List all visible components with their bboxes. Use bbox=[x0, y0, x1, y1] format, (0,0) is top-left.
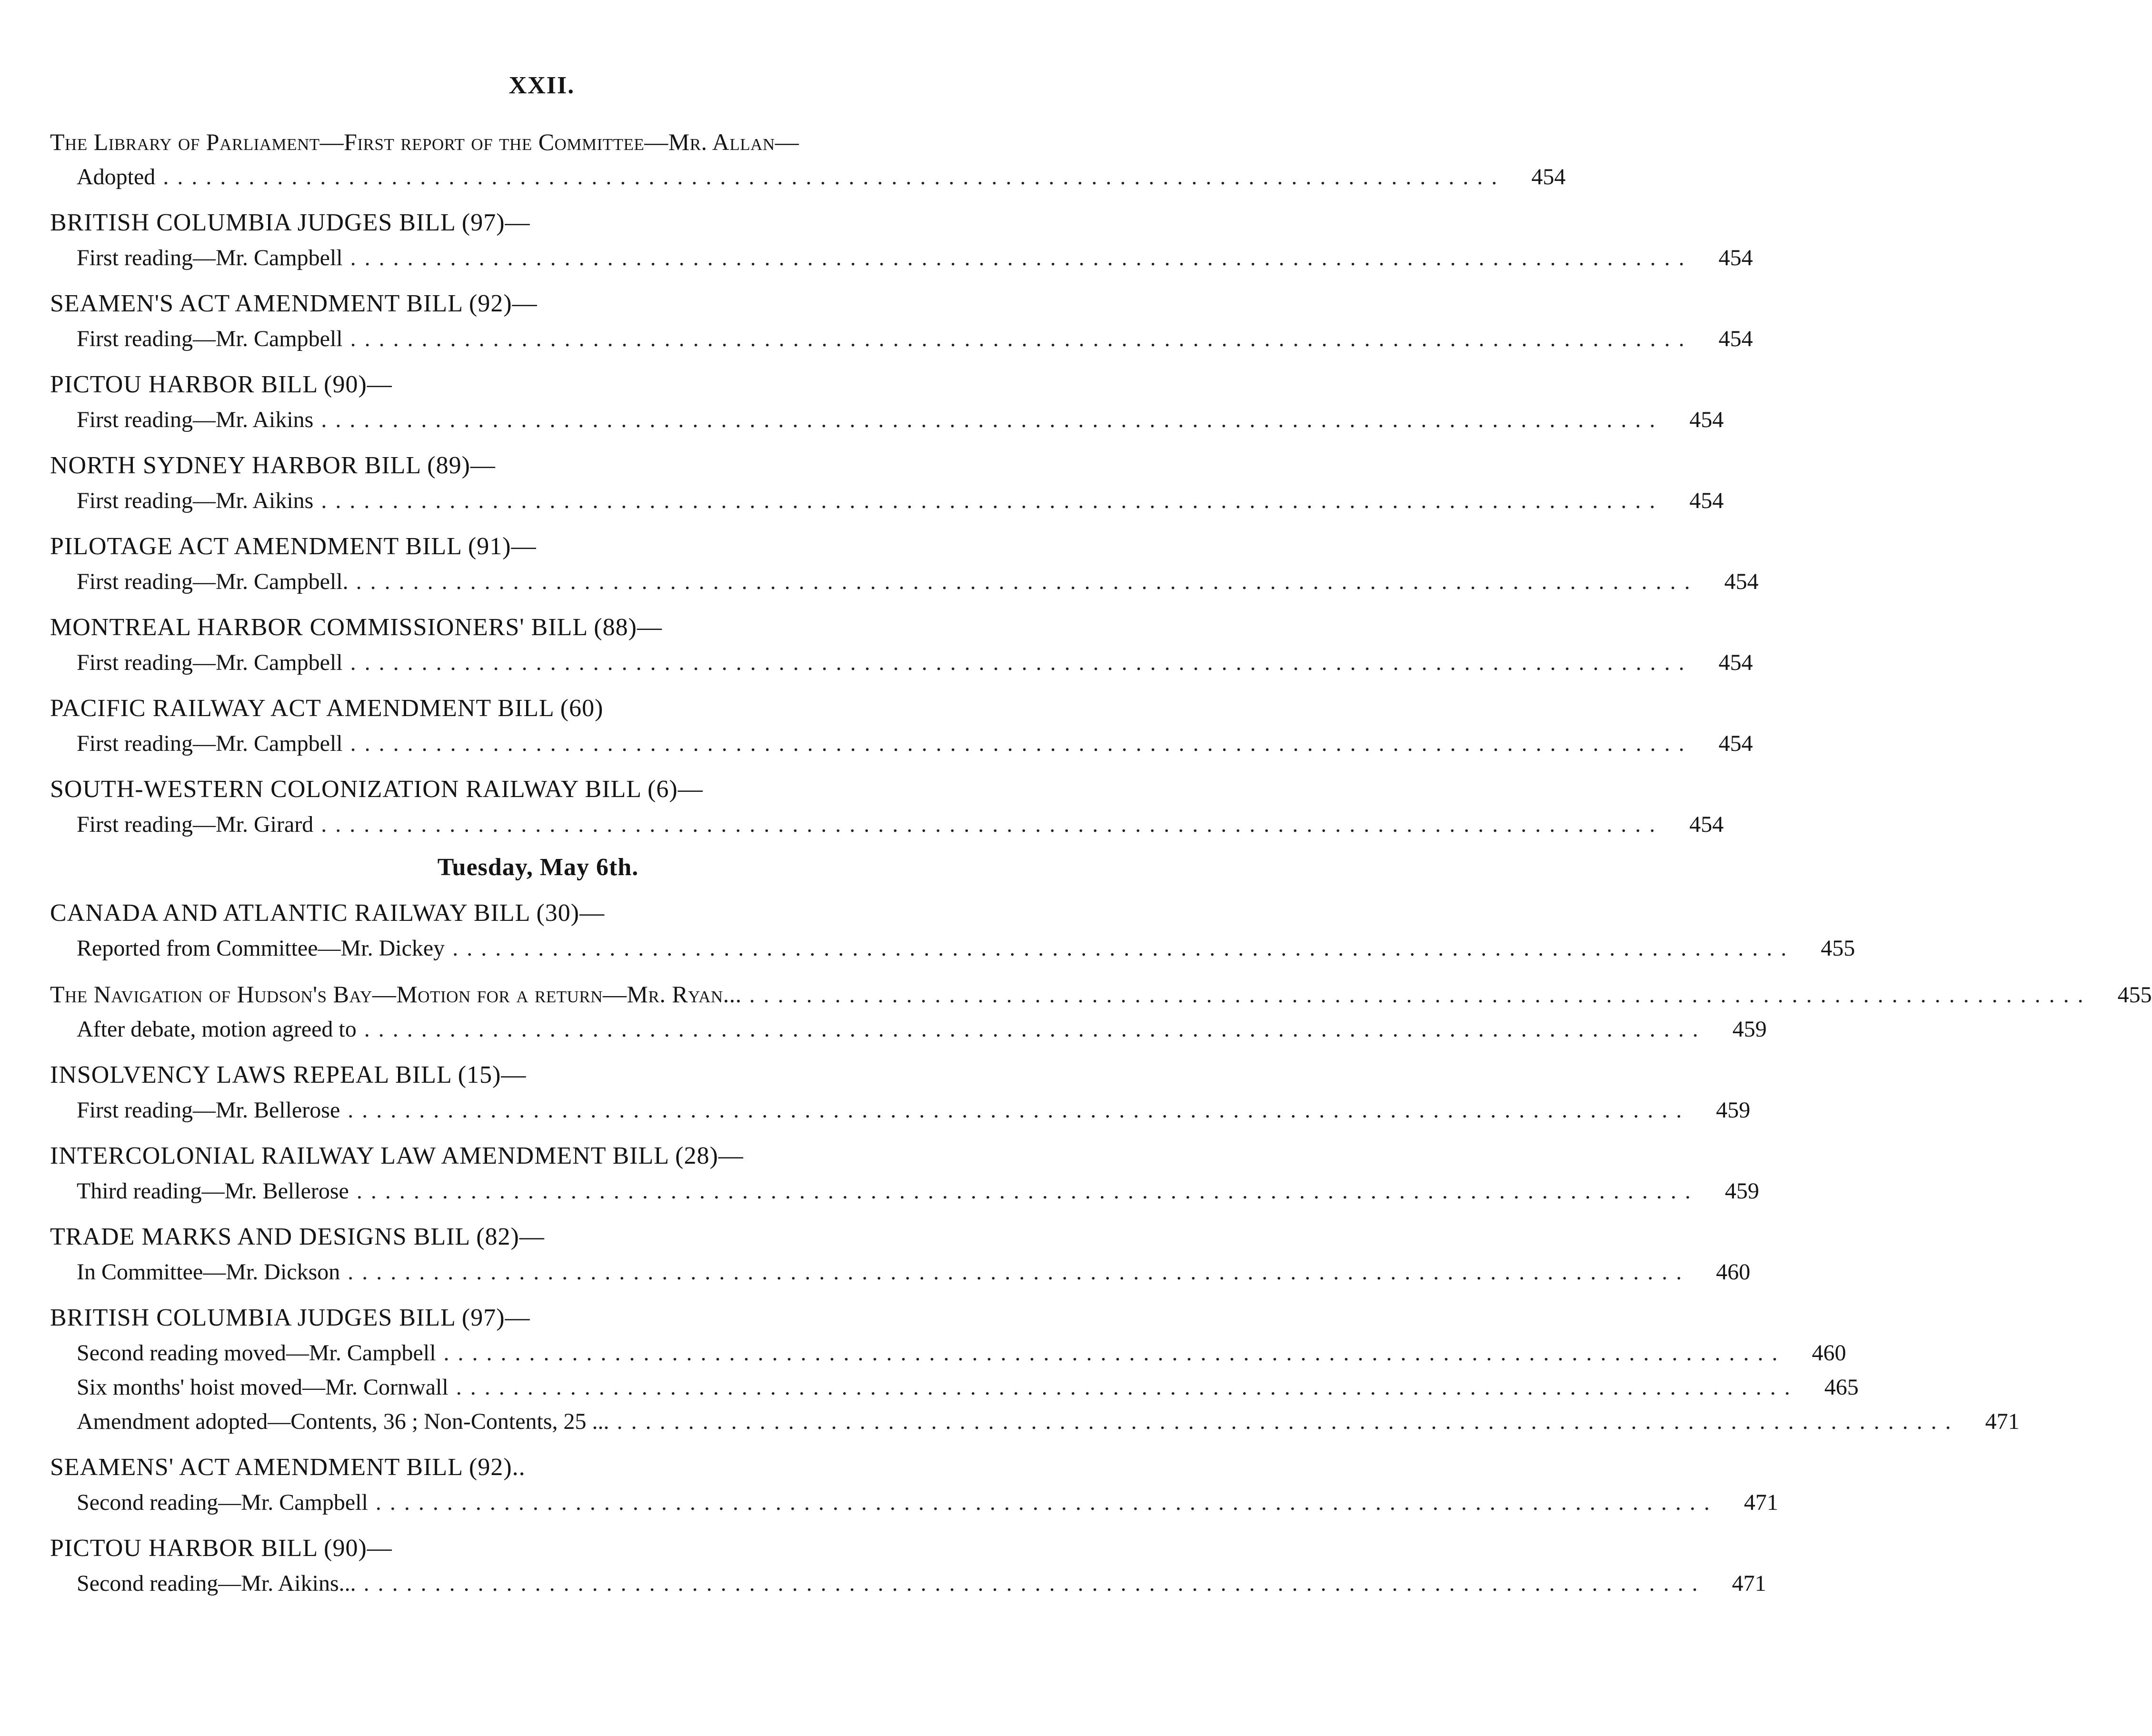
index-entry bbox=[50, 1530, 1766, 1601]
dot-leader: .............................................................................................. bbox=[350, 326, 1693, 351]
entry-heading: INSOLVENCY LAWS REPEAL BILL (15)— bbox=[50, 1061, 527, 1088]
entry-heading: BRITISH COLUMBIA JUDGES BILL (97)— bbox=[50, 209, 530, 236]
dot-leader: .............................................................................................. bbox=[321, 407, 1664, 432]
entry-line bbox=[50, 241, 1753, 275]
entry-heading-line bbox=[50, 976, 2152, 1012]
entry-heading: The Navigation of Hudson's Bay—Motion for a return—Mr. Ryan... bbox=[50, 981, 742, 1008]
index-entry bbox=[50, 895, 1855, 966]
dot-leader: .............................................................................................. bbox=[749, 982, 2092, 1008]
dot-leader: .............................................................................................. bbox=[350, 650, 1693, 675]
entry-page-number: 471 bbox=[1744, 1490, 1778, 1515]
entry-line-text: First reading—Mr. Campbell. bbox=[77, 569, 349, 594]
entry-page-number: 454 bbox=[1689, 488, 1724, 513]
entry-page-number: 471 bbox=[1732, 1571, 1766, 1596]
entry-heading: CANADA AND ATLANTIC RAILWAY BILL (30)— bbox=[50, 899, 605, 927]
index-entries-after bbox=[50, 895, 2152, 1601]
entry-line-text: Second reading—Mr. Campbell bbox=[77, 1490, 368, 1515]
entry-line bbox=[50, 484, 1724, 518]
entry-heading: BRITISH COLUMBIA JUDGES BILL (97)— bbox=[50, 1304, 530, 1331]
index-entry bbox=[50, 205, 1753, 275]
entry-line bbox=[50, 646, 1753, 680]
entry-line-text: First reading—Mr. Aikins bbox=[77, 488, 314, 513]
entry-heading: INTERCOLONIAL RAILWAY LAW AMENDMENT BILL (28)— bbox=[50, 1142, 744, 1169]
index-entry bbox=[50, 448, 1724, 518]
entry-page-number: 454 bbox=[1718, 245, 1753, 270]
index-entry bbox=[50, 690, 1753, 761]
dot-leader: .............................................................................................. bbox=[443, 1340, 1786, 1366]
index-entry bbox=[50, 124, 1566, 194]
index-entry bbox=[50, 367, 1724, 437]
entry-line bbox=[50, 727, 1753, 761]
entry-line-text: Second reading moved—Mr. Campbell bbox=[77, 1340, 436, 1366]
dot-leader: .............................................................................................. bbox=[363, 1571, 1706, 1596]
dot-leader: .............................................................................................. bbox=[364, 1017, 1707, 1042]
index-entry bbox=[50, 529, 1759, 599]
index-entry bbox=[50, 1138, 1759, 1208]
entry-heading: MONTREAL HARBOR COMMISSIONERS' BILL (88)— bbox=[50, 614, 662, 641]
entry-page-number: 465 bbox=[1824, 1375, 1859, 1400]
entry-line-text: First reading—Mr. Campbell bbox=[77, 326, 343, 351]
index-entry bbox=[50, 976, 2152, 1047]
entry-heading: SEAMEN'S ACT AMENDMENT BILL (92)— bbox=[50, 290, 538, 317]
dot-leader: .............................................................................................. bbox=[617, 1409, 1960, 1434]
dot-leader: .............................................................................................. bbox=[356, 1178, 1699, 1204]
index-entries-before bbox=[50, 124, 1759, 842]
entry-line bbox=[50, 1405, 2020, 1439]
entry-page-number: 455 bbox=[1821, 936, 1855, 961]
entry-heading: NORTH SYDNEY HARBOR BILL (89)— bbox=[50, 452, 496, 479]
entry-line bbox=[50, 565, 1759, 599]
dot-leader: .............................................................................................. bbox=[350, 245, 1693, 270]
entry-line-text: Amendment adopted—Contents, 36 ; Non-Contents, 25 ... bbox=[77, 1409, 609, 1434]
entry-line-text: First reading—Mr. Aikins bbox=[77, 407, 314, 432]
entry-line-text: After debate, motion agreed to bbox=[77, 1017, 357, 1042]
entry-heading: SOUTH-WESTERN COLONIZATION RAILWAY BILL (6)— bbox=[50, 776, 703, 803]
index-entry bbox=[50, 1219, 1751, 1289]
dot-leader: .............................................................................................. bbox=[348, 1097, 1691, 1123]
entry-line bbox=[50, 1486, 1778, 1520]
dot-leader: .............................................................................................. bbox=[375, 1490, 1718, 1515]
index-entry bbox=[50, 286, 1753, 356]
entry-page-number: 454 bbox=[1689, 812, 1724, 837]
page-number: XXII. bbox=[508, 72, 575, 99]
entry-line bbox=[50, 322, 1753, 356]
entry-line bbox=[50, 1566, 1766, 1601]
dot-leader: .............................................................................................. bbox=[350, 731, 1693, 756]
entry-page-number: 454 bbox=[1531, 164, 1566, 190]
dot-leader: .............................................................................................. bbox=[163, 164, 1506, 190]
dot-leader: .............................................................................................. bbox=[348, 1259, 1691, 1285]
entry-heading: PACIFIC RAILWAY ACT AMENDMENT BILL (60) bbox=[50, 695, 604, 722]
entry-line-text: First reading—Mr. Campbell bbox=[77, 731, 343, 756]
entry-page-number: 454 bbox=[1718, 650, 1753, 675]
index-entry bbox=[50, 609, 1753, 680]
entry-line-text: Adopted bbox=[77, 164, 156, 190]
entry-page-number: 460 bbox=[1812, 1340, 1846, 1366]
entry-line bbox=[50, 931, 1855, 966]
entry-page-number: 454 bbox=[1718, 731, 1753, 756]
entry-page-number: 459 bbox=[1716, 1097, 1751, 1123]
dot-leader: .............................................................................................. bbox=[321, 812, 1664, 837]
entry-line bbox=[50, 808, 1724, 842]
entry-line bbox=[50, 403, 1724, 437]
entry-line bbox=[50, 160, 1566, 194]
entry-line-text: Second reading—Mr. Aikins... bbox=[77, 1571, 356, 1596]
entry-page-number: 459 bbox=[1732, 1017, 1767, 1042]
dot-leader: .............................................................................................. bbox=[321, 488, 1664, 513]
entry-heading: PILOTAGE ACT AMENDMENT BILL (91)— bbox=[50, 533, 537, 560]
entry-page-number: 455 bbox=[2117, 982, 2152, 1008]
entry-page-number: 454 bbox=[1724, 569, 1759, 594]
entry-page-number: 454 bbox=[1689, 407, 1724, 432]
entry-line-text: In Committee—Mr. Dickson bbox=[77, 1259, 340, 1285]
index-entry bbox=[50, 771, 1724, 842]
entry-heading: TRADE MARKS AND DESIGNS BLIL (82)— bbox=[50, 1223, 545, 1250]
entry-heading: PICTOU HARBOR BILL (90)— bbox=[50, 371, 392, 398]
entry-page-number: 454 bbox=[1718, 326, 1753, 351]
dot-leader: .............................................................................................. bbox=[356, 569, 1699, 594]
entry-heading: The Library of Parliament—First report of the Committee—Mr. Allan— bbox=[50, 129, 799, 155]
entry-line bbox=[50, 1093, 1751, 1127]
entry-line bbox=[50, 1174, 1759, 1208]
dot-leader: .............................................................................................. bbox=[456, 1375, 1799, 1400]
entry-line bbox=[50, 1370, 1859, 1405]
index-content bbox=[50, 124, 2152, 1601]
entry-line-text: First reading—Mr. Campbell bbox=[77, 650, 343, 675]
entry-line bbox=[50, 1012, 1767, 1047]
entry-line bbox=[50, 1336, 1846, 1370]
entry-line-text: Reported from Committee—Mr. Dickey bbox=[77, 936, 445, 961]
index-entry bbox=[50, 1300, 2020, 1439]
entry-line-text: Third reading—Mr. Bellerose bbox=[77, 1178, 349, 1204]
entry-line-text: First reading—Mr. Campbell bbox=[77, 245, 343, 270]
dot-leader: .............................................................................................. bbox=[452, 936, 1795, 961]
entry-line bbox=[50, 1255, 1751, 1289]
entry-page-number: 459 bbox=[1724, 1178, 1759, 1204]
entry-heading: SEAMENS' ACT AMENDMENT BILL (92).. bbox=[50, 1454, 526, 1481]
date-heading: Tuesday, May 6th. bbox=[437, 854, 639, 881]
entry-line-text: Six months' hoist moved—Mr. Cornwall bbox=[77, 1375, 448, 1400]
entry-page-number: 471 bbox=[1985, 1409, 2020, 1434]
entry-line-text: First reading—Mr. Bellerose bbox=[77, 1097, 340, 1123]
entry-page-number: 460 bbox=[1716, 1259, 1751, 1285]
entry-heading: PICTOU HARBOR BILL (90)— bbox=[50, 1535, 392, 1562]
index-entry bbox=[50, 1449, 1778, 1520]
entry-line-text: First reading—Mr. Girard bbox=[77, 812, 314, 837]
index-entry bbox=[50, 1057, 1751, 1127]
